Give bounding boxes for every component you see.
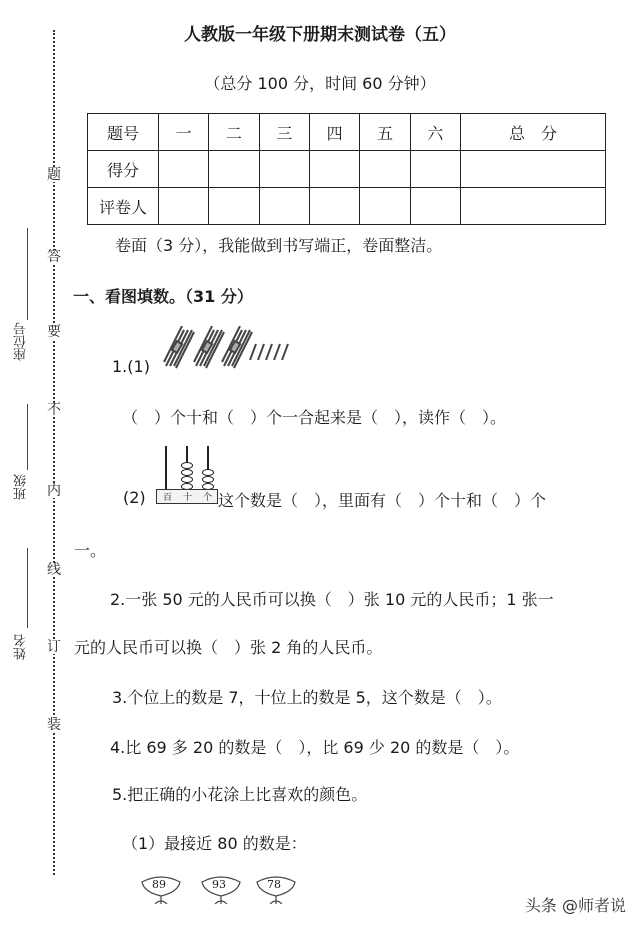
abacus-bead	[181, 476, 193, 483]
page-subtitle: （总分 100 分，时间 60 分钟）	[204, 74, 436, 93]
score-cell[interactable]	[360, 151, 410, 188]
class-label: 班级	[14, 474, 29, 500]
binding-char: 答	[47, 249, 61, 265]
table-cell: 得分	[88, 151, 159, 188]
class-blank[interactable]	[27, 404, 28, 470]
table-row	[88, 151, 606, 188]
flower-number: 93	[212, 878, 226, 891]
abacus-label: 十	[183, 493, 193, 503]
name-blank[interactable]	[27, 548, 28, 628]
score-cell[interactable]	[259, 188, 309, 225]
question-5-1: （1）最接近 80 的数是：	[122, 834, 307, 853]
score-cell[interactable]	[309, 188, 359, 225]
abacus-bead	[181, 469, 193, 476]
binding-char: 订	[47, 639, 61, 655]
question-1-text: （ ）个十和（ ）个一合起来是（ ），读作（ ）。	[122, 408, 507, 427]
abacus-rod-hundreds	[165, 446, 167, 490]
score-cell[interactable]	[159, 188, 209, 225]
table-cell: 三	[259, 114, 309, 151]
binding-dotted-line	[53, 30, 55, 875]
binding-char: 线	[47, 562, 61, 578]
table-cell: 六	[410, 114, 460, 151]
question-1b-text: 这个数是（ ），里面有（ ）个十和（ ）个	[218, 491, 547, 510]
flower-option[interactable]	[198, 874, 244, 910]
score-cell[interactable]	[309, 151, 359, 188]
seat-number-blank[interactable]	[27, 228, 28, 320]
score-cell[interactable]	[410, 151, 460, 188]
page-title: 人教版一年级下册期末测试卷（五）	[184, 25, 456, 45]
question-1b-text-cont: 一。	[74, 541, 107, 560]
question-1b-label: (2)	[123, 488, 146, 507]
binding-char: 内	[47, 483, 61, 499]
flower-option[interactable]	[138, 874, 184, 910]
neatness-note: 卷面（3 分），我能做到书写端正，卷面整洁。	[115, 236, 443, 255]
binding-char: 题	[47, 167, 61, 183]
table-cell: 题号	[88, 114, 159, 151]
table-cell: 五	[360, 114, 410, 151]
name-label: 姓名	[14, 634, 29, 660]
seat-number-label: 座位号	[14, 322, 29, 361]
abacus-bead	[202, 476, 214, 483]
flower-number: 78	[267, 878, 281, 891]
abacus-label: 个	[203, 493, 213, 503]
abacus-label: 百	[163, 493, 173, 503]
question-1-label: 1.(1)	[112, 357, 150, 376]
binding-char: 不	[47, 402, 61, 418]
score-cell[interactable]	[209, 188, 259, 225]
score-cell[interactable]	[460, 188, 605, 225]
question-4: 4.比 69 多 20 的数是（ ），比 69 少 20 的数是（ ）。	[110, 738, 520, 757]
flower-number: 89	[152, 878, 166, 891]
question-5: 5.把正确的小花涂上比喜欢的颜色。	[112, 785, 368, 804]
table-row	[88, 114, 606, 151]
table-cell: 二	[209, 114, 259, 151]
score-cell[interactable]	[259, 151, 309, 188]
table-cell: 总 分	[460, 114, 605, 151]
table-cell: 一	[159, 114, 209, 151]
table-row	[88, 188, 606, 225]
question-3: 3.个位上的数是 7，十位上的数是 5，这个数是（ ）。	[112, 688, 502, 707]
score-cell[interactable]	[209, 151, 259, 188]
score-cell[interactable]	[410, 188, 460, 225]
score-cell[interactable]	[360, 188, 410, 225]
section-heading: 一、看图填数。（31 分）	[73, 287, 253, 306]
score-table	[87, 113, 606, 225]
binding-char: 装	[47, 717, 61, 733]
question-2-line1: 2.一张 50 元的人民币可以换（ ）张 10 元的人民币；1 张一	[110, 590, 554, 609]
question-2-line2: 元的人民币可以换（ ）张 2 角的人民币。	[74, 638, 383, 657]
flower-option[interactable]	[253, 874, 299, 910]
watermark: 头条 @师者说	[524, 896, 626, 915]
score-cell[interactable]	[460, 151, 605, 188]
score-cell[interactable]	[159, 151, 209, 188]
binding-char: 要	[47, 324, 61, 340]
table-cell: 评卷人	[88, 188, 159, 225]
abacus-bead	[181, 462, 193, 469]
stick-bundles-image	[158, 326, 298, 370]
abacus-base	[156, 489, 218, 504]
table-cell: 四	[309, 114, 359, 151]
abacus-bead	[202, 469, 214, 476]
